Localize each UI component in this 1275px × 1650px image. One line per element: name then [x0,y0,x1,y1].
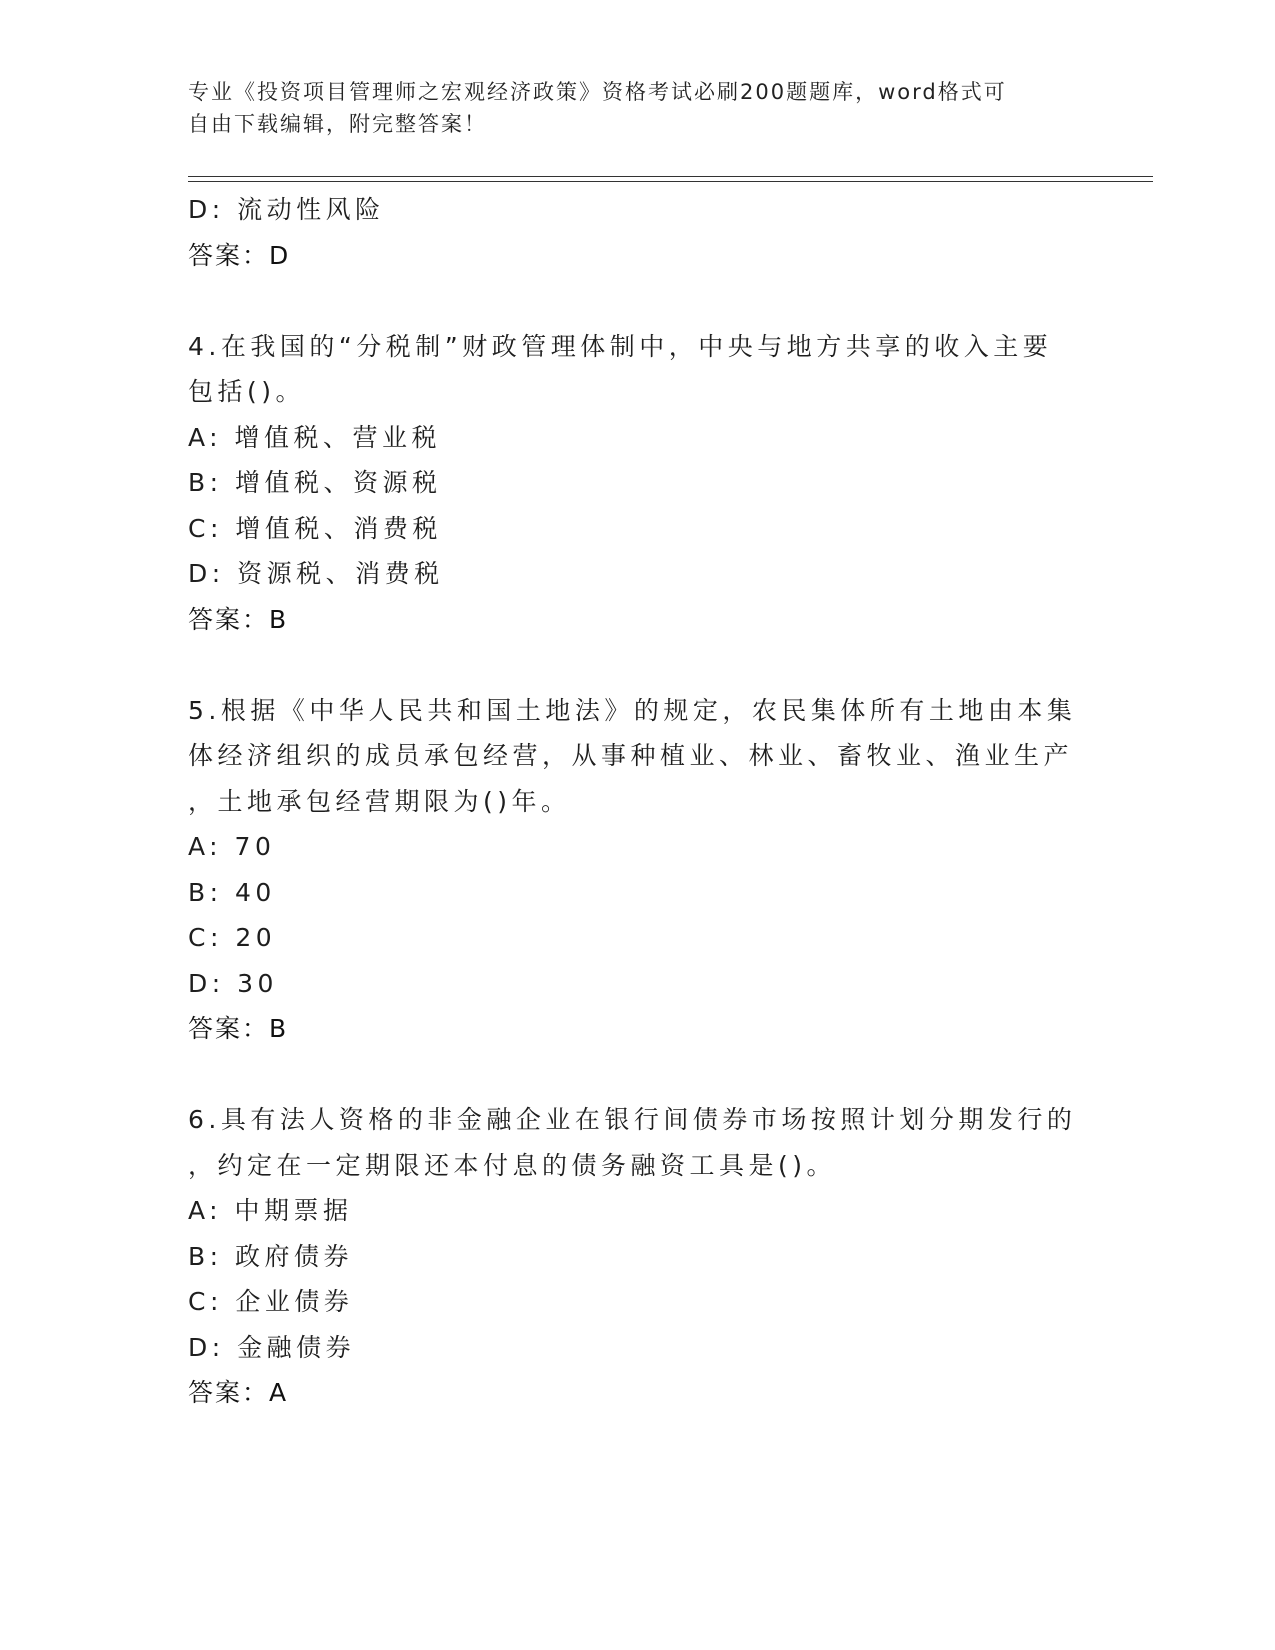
header-divider-top [188,176,1153,177]
header-divider-bottom [188,181,1153,182]
question-stem: ，土地承包经营期限为()年。 [188,786,571,816]
question-stem: 5.根据《中华人民共和国土地法》的规定，农民集体所有土地由本集 [188,695,1077,725]
option-b: B: 政府债券 [188,1241,354,1271]
question-5 [188,688,1088,1052]
question-3-tail [188,187,1088,278]
spacer [188,278,1088,324]
option-a: A: 中期票据 [188,1196,353,1225]
option-a: A: 70 [188,832,276,861]
question-6 [188,1097,1088,1416]
document-header [188,76,1068,140]
option-b: B: 40 [188,877,276,907]
question-list [188,187,1088,1416]
answer-line: 答案：D [188,240,291,270]
answer-line: 答案：B [188,1014,289,1043]
option-d: D: 流动性风险 [188,195,385,224]
question-stem: 6.具有法人资格的非金融企业在银行间债券市场按照计划分期发行的 [188,1105,1077,1134]
question-4 [188,324,1088,643]
option-c: C: 20 [188,923,277,952]
header-title-line-1: 专业《投资项目管理师之宏观经济政策》资格考试必刷200题题库，word格式可 [188,80,1007,104]
question-stem: 4.在我国的“分税制”财政管理体制中，中央与地方共享的收入主要 [188,331,1053,361]
spacer [188,642,1088,688]
option-a: A: 增值税、营业税 [188,422,442,452]
option-d: D: 资源税、消费税 [188,559,444,588]
option-c: C: 企业债券 [188,1287,354,1316]
spacer [188,1052,1088,1098]
answer-line: 答案：A [188,1378,289,1407]
option-d: D: 金融债券 [188,1332,356,1362]
question-stem: 体经济组织的成员承包经营，从事种植业、林业、畜牧业、渔业生产 [188,741,1074,770]
answer-line: 答案：B [188,604,289,634]
option-b: B: 增值税、资源税 [188,468,442,497]
question-stem: 包括()。 [188,377,306,406]
option-d: D: 30 [188,968,278,998]
header-title-line-2: 自由下载编辑，附完整答案！ [188,112,487,136]
question-stem: ，约定在一定期限还本付息的债务融资工具是()。 [188,1150,837,1180]
option-c: C: 增值税、消费税 [188,513,442,543]
